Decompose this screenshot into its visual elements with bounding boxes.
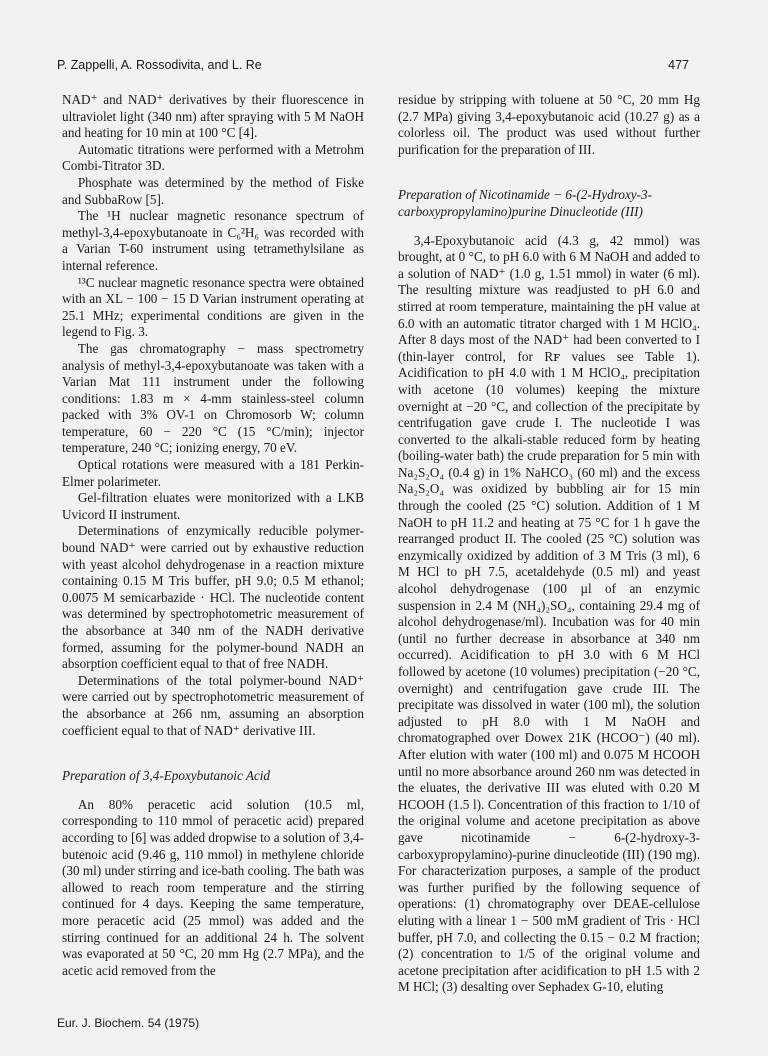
section-heading: Preparation of 3,4-Epoxybutanoic Acid [62,768,271,784]
running-head-authors: P. Zappelli, A. Rossodivita, and L. Re [57,58,262,72]
paragraph: ¹³C nuclear magnetic resonance spectra were obtained with an XL − 100 − 15 D Varian instrument operating at 25.1 MHz; experimental conditions are given in the legend to Fig. 3. [62,274,364,340]
left-column [62,92,364,979]
paragraph: The ¹H nuclear magnetic resonance spectrum of methyl-3,4-epoxybutanoate in C₆²H₆ was recorded with a Varian T-60 instrument using tetramethylsilane as internal reference. [62,208,364,273]
paragraph: The gas chromatography − mass spectrometry analysis of methyl-3,4-epoxybutanoate was taken with a Varian Mat 111 instrument under the following conditions: 1.83 m × 4-mm stainless-steel column packed with 3% OV-1 on Chromosorb W; column temperature, 60 − 220 °C (15 °C/min); injector temperature, 240 °C; ionizing energy, 70 eV. [62,340,364,456]
paragraph: Automatic titrations were performed with a Metrohm Combi-Titrator 3D. [62,141,364,174]
paragraph: NAD⁺ and NAD⁺ derivatives by their fluorescence in ultraviolet light (340 nm) after spraying with 5 M NaOH and heating for 10 min at 100 °C [4]. [62,92,364,141]
journal-footer: Eur. J. Biochem. 54 (1975) [57,1016,200,1030]
page-number: 477 [668,58,689,72]
section-heading: Preparation of Nicotinamide − 6-(2-Hydroxy-3-carboxypropylamino)purine Dinucleotide (III) [398,187,653,219]
paragraph: Optical rotations were measured with a 181 Perkin-Elmer polarimeter. [62,457,364,489]
page-header [57,58,689,74]
right-column [398,92,700,996]
paragraph: Gel-filtration eluates were monitorized with a LKB Uvicord II instrument. [62,490,364,522]
paragraph: Phosphate was determined by the method of Fiske and SubbaRow [5]. [62,174,364,207]
paragraph-continuation: residue by stripping with toluene at 50 °C, 20 mm Hg (2.7 MPa) giving 3,4-epoxybutanoic acid (10.27 g) as a colorless oil. The product was used without further purification for the preparation of III. [398,92,700,157]
paragraph: Determinations of enzymically reducible polymer-bound NAD⁺ were carried out by exhaustive reduction with yeast alcohol dehydrogenase in a reaction mixture containing 0.15 M Tris buffer, pH 9.0; 0.5 M ethanol; 0.0075 M semicarbazide · HCl. The nucleotide content was determined by spectrophotometric measurement of the absorbance at 340 nm of the NADH derivative formed, assuming for the polymer-bound NADH an absorption coefficient equal to that of free NADH. [62,523,364,672]
paragraph: Determinations of the total polymer-bound NAD⁺ were carried out by spectrophotometric measurement of the absorbance at 266 nm, assuming an absorption coefficient equal to that of NAD⁺ derivative III. [62,672,364,738]
paragraph: 3,4-Epoxybutanoic acid (4.3 g, 42 mmol) was brought, at 0 °C, to pH 6.0 with 6 M NaOH and added to a solution of NAD⁺ (1.0 g, 1.51 mmol) in water (6 ml). The resulting mixture was readjusted to pH 6.0 and stirred at room temperature, maintaining the pH value at 6.0 with an automatic titrator charged with 1 M HClO₄. After 8 days most of the NAD⁺ had been converted to I (thin-layer control, for Rꜰ values see Table 1). Acidification to pH 4.0 with 1 M HClO₄, precipitation with acetone (10 volumes) keeping the mixture overnight at −20 °C, and collection of the precipitate by centrifugation gave crude I. The nucleotide I was converted to the alkali-stable reduced form by heating (boiling-water bath) the crude preparation for 5 min with Na₂S₂O₄ (0.4 g) in 1% NaHCO₃ (60 ml) and the excess Na₂S₂O₄ was oxidized by bubbling air for 15 min through the cooled (25 °C) solution. Addition of 1 M NaOH to pH 11.2 and heating at 75 °C for 1 h gave the rearranged product II. The cooled (25 °C) solution was enzymically oxidized by addition of 3 M Tris (3 ml), 6 M HCl to pH 7.5, acetaldehyde (0.5 ml) and yeast alcohol dehydrogenase (100 µl of an enzymic suspension in 2.4 M (NH₄)₂SO₄, containing 29.4 mg of alcohol dehydrogenase/ml). Incubation was for 40 min (until no further decrease in absorbance at 340 nm occurred). Acidification to pH 3.0 with 6 M HCl followed by acetone (10 volumes) precipitation (−20 °C, overnight) and centrifugation gave crude III. The precipitate was dissolved in water (100 ml), the solution adjusted to pH 8.0 with 1 M NaOH and chromatographed over Dowex 21K (HCOO⁻) (40 ml). After elution with water (100 ml) and 0.075 M HCOOH until no more absorbance around 260 nm was detected in the eluates, the derivative III was eluted with 0.20 M HCOOH (1.5 l). Concentration of this fraction to 1/10 of the original volume and acetone precipitation as above gave nicotinamide − 6-(2-hydroxy-3-carboxypropylamino)-purine dinucleotide (III) (190 mg). For characterization purposes, a sample of the product was further purified by the following sequence of operations: (1) chromatography over DEAE-cellulose eluting with a linear 1 − 500 mM gradient of Tris · HCl buffer, pH 7.0, and collecting the 0.15 − 0.2 M fraction; (2) concentration to 1/5 of the original volume and acetone precipitation after acidification to pH 1.5 with 2 M HCl; (3) desalting over Sephadex G-10, eluting [398,232,700,995]
paragraph: An 80% peracetic acid solution (10.5 ml, corresponding to 110 mmol of peracetic acid) prepared according to [6] was added dropwise to a solution of 3,4-butenoic acid (9.46 g, 110 mmol) in methylene chloride (30 ml) under stirring and ice-bath cooling. The bath was allowed to reach room temperature and the stirring continued for 4 days. Keeping the same temperature, more peracetic acid (25 mmol) was added and the stirring continued for an additional 24 h. The solvent was evaporated at 50 °C, 20 mm Hg (2.7 MPa), and the acetic acid removed from the [62,796,364,978]
